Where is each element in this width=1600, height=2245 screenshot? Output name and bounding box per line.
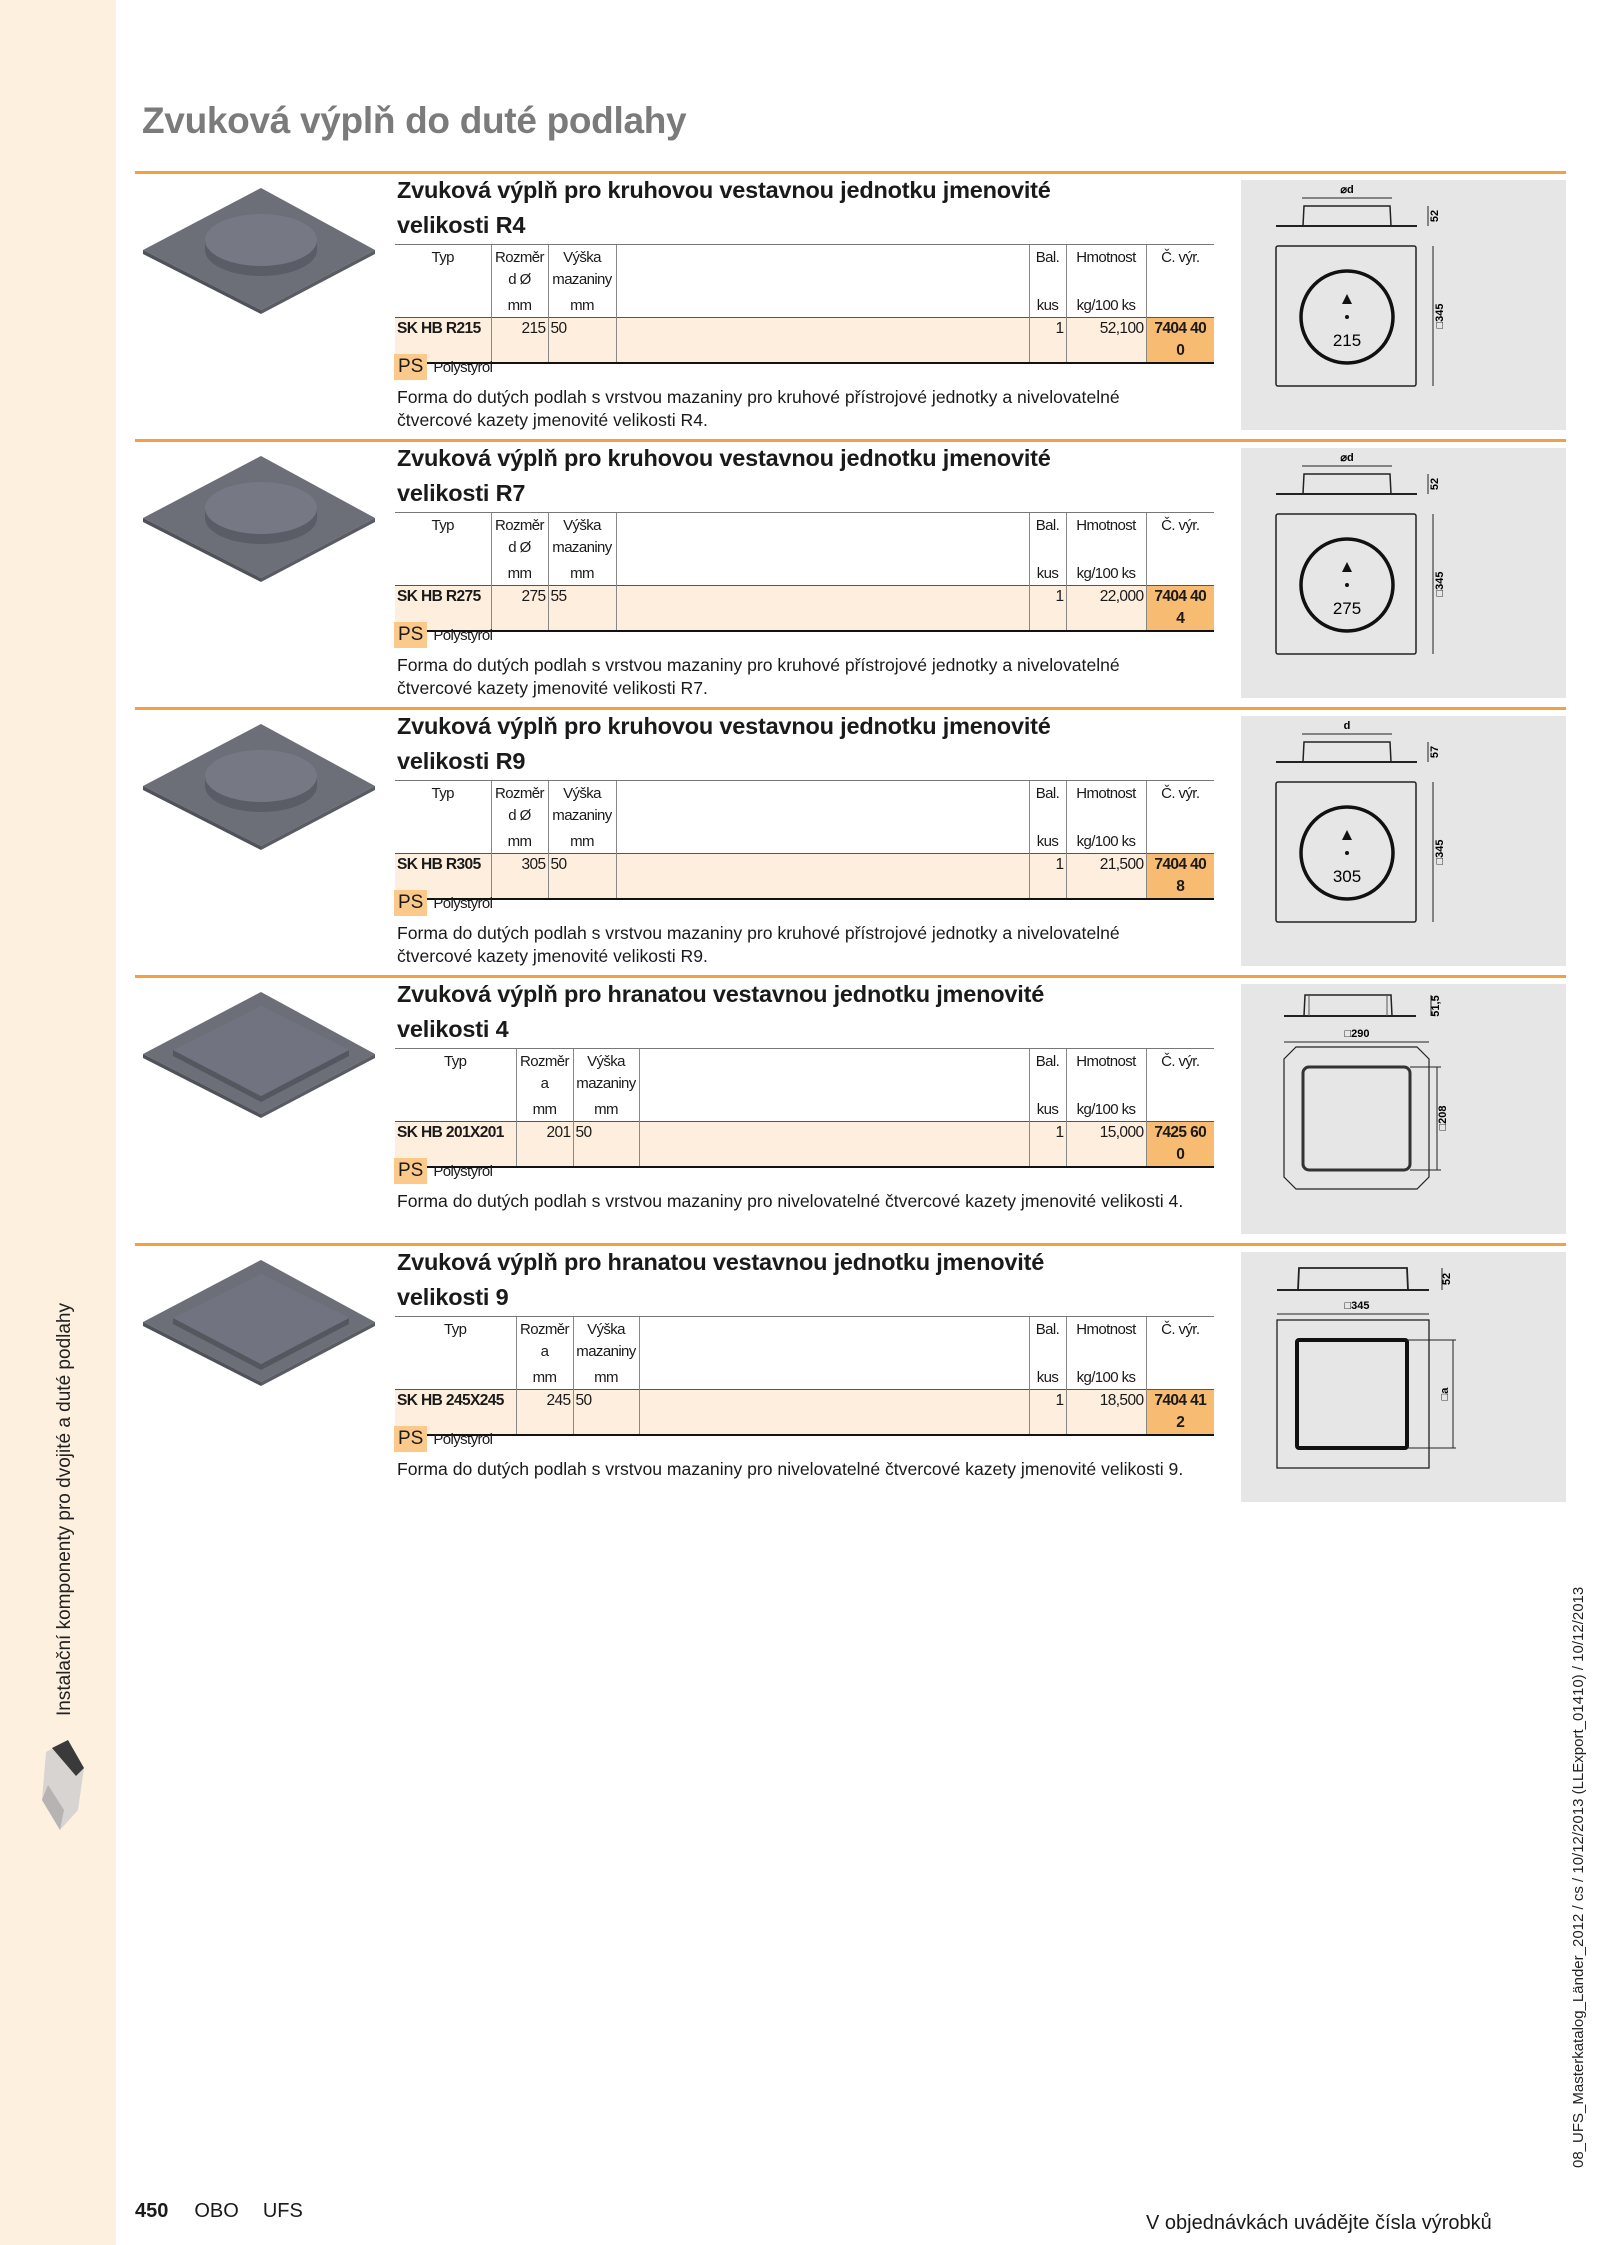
unit-spacer [639, 1363, 1029, 1390]
header-height: Výška [548, 245, 616, 270]
header-blank [1066, 1073, 1146, 1095]
table-row [395, 854, 1214, 900]
height-label: 52 [1429, 477, 1441, 491]
title-line: velikosti R7 [397, 480, 526, 506]
unit-blank [1146, 559, 1214, 586]
header-size-sub: d Ø [491, 805, 548, 827]
header-art: Č. výr. [1146, 1049, 1214, 1074]
header-bal: Bal. [1029, 513, 1066, 538]
header-size-sub: d Ø [491, 537, 548, 559]
page-title: Zvuková výplň do duté podlahy [142, 100, 687, 141]
spec-table [395, 1316, 1214, 1436]
cell-spacer [639, 1122, 1029, 1168]
header-spacer [639, 1317, 1029, 1342]
height-label: 57 [1429, 745, 1441, 759]
header-art: Č. výr. [1146, 781, 1214, 806]
table-header-row [395, 1049, 1214, 1074]
header-art: Č. výr. [1146, 245, 1214, 270]
header-height-sub: mazaniny [573, 1073, 639, 1095]
unit-height: mm [548, 559, 616, 586]
product-title [397, 441, 1233, 511]
unit-blank [395, 559, 491, 586]
technical-drawing [1241, 448, 1566, 698]
header-spacer [616, 805, 1029, 827]
unit-bal: kus [1029, 1095, 1066, 1122]
unit-blank [1146, 1095, 1214, 1122]
cell-weight: 21,500 [1066, 854, 1146, 900]
header-weight: Hmotnost [1066, 781, 1146, 806]
unit-size: mm [491, 827, 548, 854]
product-image [143, 188, 379, 318]
technical-drawing [1241, 1252, 1566, 1502]
header-spacer [639, 1341, 1029, 1363]
header-size: Rozměr [516, 1049, 573, 1074]
material-name: Polystyrol [433, 1430, 493, 1448]
header-blank [1146, 805, 1214, 827]
cell-spacer [616, 318, 1029, 364]
unit-bal: kus [1029, 1363, 1066, 1390]
product-content [397, 174, 1233, 430]
header-height: Výška [548, 513, 616, 538]
header-blank [395, 537, 491, 559]
cell-weight: 18,500 [1066, 1390, 1146, 1436]
unit-blank [395, 291, 491, 318]
cell-bal: 1 [1029, 854, 1066, 900]
table-header-row [395, 245, 1214, 270]
cell-size: 245 [516, 1390, 573, 1436]
product-image [143, 456, 379, 586]
header-blank [1146, 537, 1214, 559]
unit-spacer [639, 1095, 1029, 1122]
header-typ: Typ [395, 781, 491, 806]
header-height-sub: mazaniny [548, 537, 616, 559]
material-name: Polystyrol [433, 1162, 493, 1180]
unit-height: mm [548, 291, 616, 318]
unit-height: mm [548, 827, 616, 854]
material [394, 622, 492, 648]
title-line: velikosti R9 [397, 748, 526, 774]
cell-type: SK HB R275 [395, 586, 491, 632]
height-label: 51,5 [1430, 995, 1442, 1017]
page-number: 450 [135, 2200, 169, 2222]
unit-weight: kg/100 ks [1066, 1095, 1146, 1122]
header-bal: Bal. [1029, 1049, 1066, 1074]
table-unit-row [395, 291, 1214, 318]
footer-brand: OBO [194, 2200, 239, 2222]
unit-blank [1146, 1363, 1214, 1390]
export-metadata: 08_UFS_Masterkatalog_Länder_2012 / cs / 10/12/2013 (LLExport_01410) / 10/12/2013 [1570, 1586, 1587, 2168]
cell-height: 55 [548, 586, 616, 632]
header-spacer [616, 513, 1029, 538]
cell-type: SK HB R215 [395, 318, 491, 364]
unit-spacer [616, 827, 1029, 854]
cell-weight: 15,000 [1066, 1122, 1146, 1168]
product-description: Forma do dutých podlah s vrstvou mazaniny pro kruhové přístrojové jednotky a nivelovatelné čtvercové kazety jmenovité velikosti R4. [397, 387, 1120, 430]
diameter-label: ⌀d [1340, 184, 1354, 196]
header-blank [1029, 1073, 1066, 1095]
cell-size: 201 [516, 1122, 573, 1168]
table-unit-row [395, 1363, 1214, 1390]
product-content [397, 710, 1233, 966]
header-height-sub: mazaniny [548, 269, 616, 291]
header-spacer [616, 269, 1029, 291]
header-blank [1066, 805, 1146, 827]
cell-height: 50 [548, 318, 616, 364]
product-section [135, 171, 1566, 439]
cell-height: 50 [573, 1390, 639, 1436]
spec-table [395, 512, 1214, 632]
header-size: Rozměr [491, 513, 548, 538]
table-header-row [395, 1341, 1214, 1363]
header-spacer [616, 537, 1029, 559]
product-description: Forma do dutých podlah s vrstvou mazaniny pro kruhové přístrojové jednotky a nivelovatelné čtvercové kazety jmenovité velikosti R9. [397, 923, 1120, 966]
title-line: Zvuková výplň pro hranatou vestavnou jednotku jmenovité [397, 981, 1045, 1007]
cell-size: 275 [491, 586, 548, 632]
opening-size-label: 275 [1332, 599, 1362, 618]
opening-size-label: 305 [1332, 867, 1362, 886]
product-title [397, 709, 1233, 779]
table-row [395, 586, 1214, 632]
header-weight: Hmotnost [1066, 1049, 1146, 1074]
product-section [135, 707, 1566, 975]
header-blank [395, 805, 491, 827]
cell-height: 50 [573, 1122, 639, 1168]
cell-size: 215 [491, 318, 548, 364]
header-height-sub: mazaniny [548, 805, 616, 827]
header-blank [1146, 1341, 1214, 1363]
title-line: Zvuková výplň pro kruhovou vestavnou jednotku jmenovité [397, 713, 1051, 739]
unit-blank [395, 1363, 516, 1390]
cell-article-number: 7404 41 2 [1146, 1390, 1214, 1436]
material [394, 354, 492, 380]
spec-table [395, 1048, 1214, 1168]
header-typ: Typ [395, 245, 491, 270]
cell-article-number: 7425 60 0 [1146, 1122, 1214, 1168]
product-content [397, 442, 1233, 698]
footer-section: UFS [262, 2200, 303, 2222]
header-blank [1066, 537, 1146, 559]
unit-size: mm [516, 1095, 573, 1122]
header-size-sub: a [516, 1341, 573, 1363]
cell-type: SK HB 245X245 [395, 1390, 516, 1436]
unit-bal: kus [1029, 291, 1066, 318]
unit-height: mm [573, 1095, 639, 1122]
size-label: □345 [1434, 839, 1446, 865]
title-line: Zvuková výplň pro kruhovou vestavnou jednotku jmenovité [397, 445, 1051, 471]
footer-note: V objednávkách uvádějte čísla výrobků [1146, 2212, 1492, 2234]
product-title [397, 977, 1233, 1047]
header-bal: Bal. [1029, 1317, 1066, 1342]
table-header-row [395, 1073, 1214, 1095]
cell-spacer [639, 1390, 1029, 1436]
product-section [135, 975, 1566, 1243]
cell-spacer [616, 586, 1029, 632]
header-height: Výška [548, 781, 616, 806]
footer-left [135, 2200, 327, 2223]
table-header-row [395, 805, 1214, 827]
cell-weight: 52,100 [1066, 318, 1146, 364]
product-image [143, 992, 379, 1122]
spec-table [395, 780, 1214, 900]
material-code-badge: PS [394, 1158, 427, 1184]
opening-size-label: □a [1439, 1387, 1451, 1401]
product-sections [135, 171, 1566, 1511]
opening-size-label: 215 [1332, 331, 1362, 350]
header-blank [1146, 269, 1214, 291]
product-image [143, 724, 379, 854]
header-bal: Bal. [1029, 245, 1066, 270]
material-code-badge: PS [394, 622, 427, 648]
header-size-sub: a [516, 1073, 573, 1095]
header-blank [1029, 1341, 1066, 1363]
cell-weight: 22,000 [1066, 586, 1146, 632]
header-spacer [616, 245, 1029, 270]
cell-type: SK HB R305 [395, 854, 491, 900]
material-code-badge: PS [394, 890, 427, 916]
unit-size: mm [516, 1363, 573, 1390]
table-header-row [395, 781, 1214, 806]
table-unit-row [395, 1095, 1214, 1122]
cell-bal: 1 [1029, 1390, 1066, 1436]
unit-spacer [616, 291, 1029, 318]
title-line: velikosti R4 [397, 212, 526, 238]
technical-drawing [1241, 716, 1566, 966]
product-title [397, 173, 1233, 243]
product-image [143, 1260, 379, 1390]
header-weight: Hmotnost [1066, 1317, 1146, 1342]
header-blank [1146, 1073, 1214, 1095]
header-height: Výška [573, 1317, 639, 1342]
sidebar [0, 0, 116, 2245]
product-content [397, 978, 1233, 1211]
title-line: Zvuková výplň pro hranatou vestavnou jednotku jmenovité [397, 1249, 1045, 1275]
header-spacer [639, 1073, 1029, 1095]
header-blank [1029, 805, 1066, 827]
title-line: velikosti 9 [397, 1284, 509, 1310]
material-code-badge: PS [394, 354, 427, 380]
size-label: □345 [1434, 571, 1446, 597]
header-spacer [639, 1049, 1029, 1074]
material [394, 890, 492, 916]
header-blank [1029, 269, 1066, 291]
cell-article-number: 7404 40 8 [1146, 854, 1214, 900]
height-label: 52 [1441, 1272, 1453, 1286]
title-line: velikosti 4 [397, 1016, 509, 1042]
unit-bal: kus [1029, 559, 1066, 586]
product-description: Forma do dutých podlah s vrstvou mazaniny pro nivelovatelné čtvercové kazety jmenovité velikosti 9. [397, 1459, 1184, 1479]
table-row [395, 1122, 1214, 1168]
width-label: □345 [1344, 1300, 1370, 1312]
table-header-row [395, 1317, 1214, 1342]
product-title [397, 1245, 1233, 1315]
material-name: Polystyrol [433, 358, 493, 376]
diameter-label: d [1343, 720, 1351, 732]
table-header-row [395, 513, 1214, 538]
material-code-badge: PS [394, 1426, 427, 1452]
unit-weight: kg/100 ks [1066, 1363, 1146, 1390]
unit-weight: kg/100 ks [1066, 559, 1146, 586]
technical-drawing [1241, 180, 1566, 430]
header-blank [395, 269, 491, 291]
width-label: □290 [1344, 1028, 1370, 1040]
product-section [135, 1243, 1566, 1511]
spec-table [395, 244, 1214, 364]
unit-weight: kg/100 ks [1066, 291, 1146, 318]
material [394, 1158, 492, 1184]
unit-blank [1146, 291, 1214, 318]
table-row [395, 318, 1214, 364]
unit-blank [395, 1095, 516, 1122]
unit-blank [395, 827, 491, 854]
header-blank [395, 1073, 516, 1095]
product-thumbnail-icon [38, 1740, 86, 1835]
unit-blank [1146, 827, 1214, 854]
header-spacer [616, 781, 1029, 806]
cell-bal: 1 [1029, 318, 1066, 364]
height-label: 52 [1429, 209, 1441, 223]
cell-bal: 1 [1029, 586, 1066, 632]
cell-type: SK HB 201X201 [395, 1122, 516, 1168]
header-blank [1029, 537, 1066, 559]
material-name: Polystyrol [433, 894, 493, 912]
diameter-label: ⌀d [1340, 452, 1354, 464]
header-height-sub: mazaniny [573, 1341, 639, 1363]
header-size: Rozměr [491, 781, 548, 806]
table-unit-row [395, 559, 1214, 586]
header-size-sub: d Ø [491, 269, 548, 291]
header-typ: Typ [395, 1049, 516, 1074]
material-name: Polystyrol [433, 626, 493, 644]
unit-spacer [616, 559, 1029, 586]
header-typ: Typ [395, 513, 491, 538]
sidebar-section-label: Instalační komponenty pro dvojité a duté podlahy [54, 1303, 75, 1716]
header-blank [1066, 269, 1146, 291]
title-line: Zvuková výplň pro kruhovou vestavnou jednotku jmenovité [397, 177, 1051, 203]
header-art: Č. výr. [1146, 513, 1214, 538]
unit-size: mm [491, 559, 548, 586]
unit-bal: kus [1029, 827, 1066, 854]
cell-spacer [616, 854, 1029, 900]
header-weight: Hmotnost [1066, 245, 1146, 270]
product-content [397, 1246, 1233, 1479]
unit-weight: kg/100 ks [1066, 827, 1146, 854]
header-blank [1066, 1341, 1146, 1363]
cell-article-number: 7404 40 0 [1146, 318, 1214, 364]
table-row [395, 1390, 1214, 1436]
cell-size: 305 [491, 854, 548, 900]
header-size: Rozměr [516, 1317, 573, 1342]
header-size: Rozměr [491, 245, 548, 270]
unit-height: mm [573, 1363, 639, 1390]
table-header-row [395, 269, 1214, 291]
header-height: Výška [573, 1049, 639, 1074]
table-unit-row [395, 827, 1214, 854]
material [394, 1426, 492, 1452]
header-weight: Hmotnost [1066, 513, 1146, 538]
header-bal: Bal. [1029, 781, 1066, 806]
product-section [135, 439, 1566, 707]
cell-article-number: 7404 40 4 [1146, 586, 1214, 632]
product-description: Forma do dutých podlah s vrstvou mazaniny pro nivelovatelné čtvercové kazety jmenovité velikosti 4. [397, 1191, 1184, 1211]
opening-size-label: □208 [1437, 1105, 1449, 1131]
size-label: □345 [1434, 303, 1446, 329]
header-art: Č. výr. [1146, 1317, 1214, 1342]
technical-drawing [1241, 984, 1566, 1234]
cell-height: 50 [548, 854, 616, 900]
product-description: Forma do dutých podlah s vrstvou mazaniny pro kruhové přístrojové jednotky a nivelovatelné čtvercové kazety jmenovité velikosti R7. [397, 655, 1120, 698]
cell-bal: 1 [1029, 1122, 1066, 1168]
header-blank [395, 1341, 516, 1363]
header-typ: Typ [395, 1317, 516, 1342]
unit-size: mm [491, 291, 548, 318]
table-header-row [395, 537, 1214, 559]
